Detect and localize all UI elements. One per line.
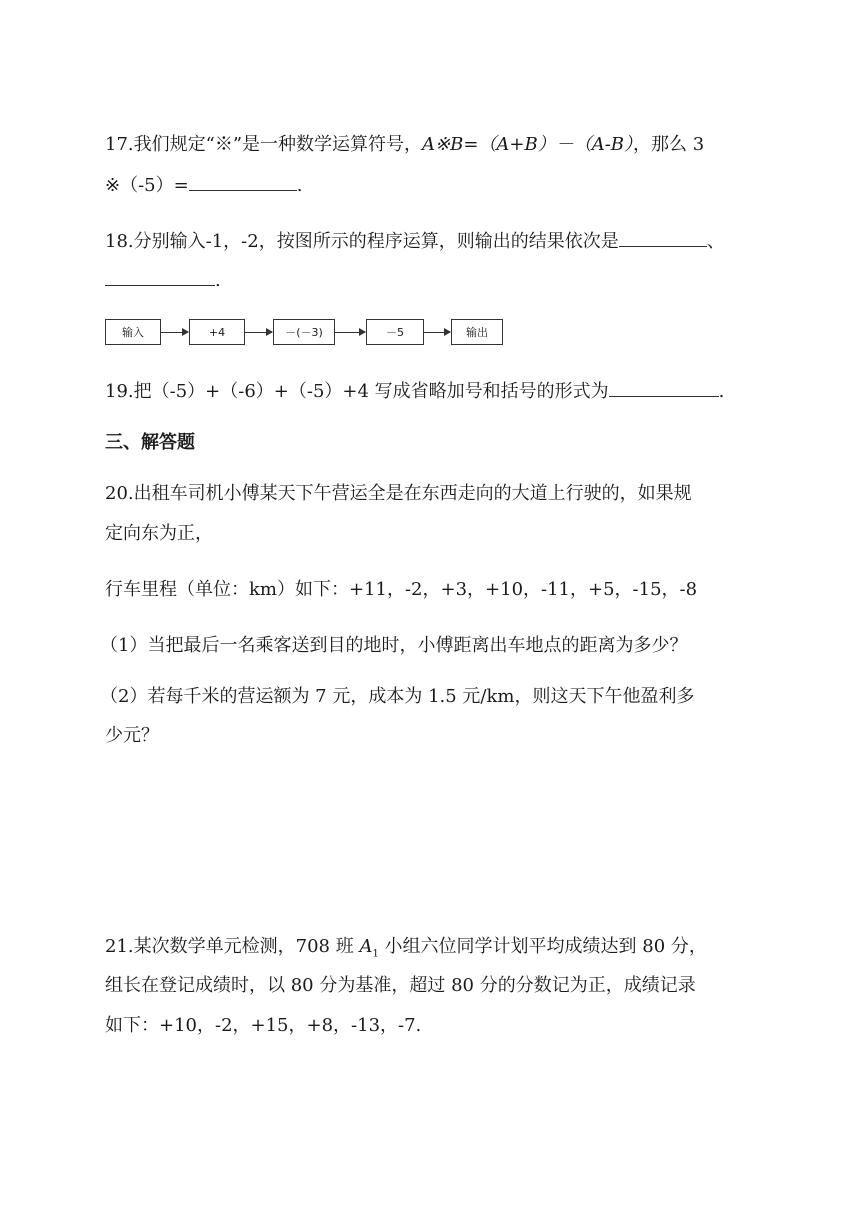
q20-part2-line2: 少元？ <box>105 725 159 746</box>
q18-answer-blank-1[interactable] <box>619 228 707 247</box>
q18-flow-diagram <box>105 319 505 347</box>
flow-step-minus5: －5 <box>366 319 424 345</box>
q20-line2: 定向东为正， <box>105 523 213 544</box>
flow-arrow-3 <box>335 332 365 333</box>
q19-answer-blank[interactable] <box>609 378 719 397</box>
q18-line1-text: 18.分别输入-1，-2，按图所示的程序运算，则输出的结果依次是 <box>105 231 619 252</box>
q18-separator: 、 <box>706 231 725 252</box>
q18-answer-blank-2[interactable] <box>105 267 215 286</box>
flow-input-box: 输入 <box>105 319 161 345</box>
q18-line2: . <box>105 267 221 293</box>
flow-output-box: 输出 <box>451 319 503 345</box>
section-heading: 三、解答题 <box>105 432 195 453</box>
q17-line2-text: ※（-5）= <box>105 175 189 196</box>
q20-line1: 20.出租车司机小傅某天下午营运全是在东西走向的大道上行驶的，如果规 <box>105 483 692 504</box>
q21-line3: 如下：+10，-2，+15，+8，-13，-7. <box>105 1015 422 1036</box>
q21-group-sub: 1 <box>372 948 379 960</box>
q20-mileage-line: 行车里程（单位：km）如下：+11，-2，+3，+10，-11，+5，-15，-8 <box>105 579 698 600</box>
flow-arrow-1 <box>161 332 188 333</box>
q21-line2: 组长在登记成绩时，以 80 分为基准，超过 80 分的分数记为正，成绩记录 <box>105 975 696 996</box>
q17-answer-blank[interactable] <box>189 172 297 191</box>
q19-line: 19.把（-5）+（-6）+（-5）+4 写成省略加号和括号的形式为 . <box>105 378 724 404</box>
q21-group-name: A <box>359 936 373 957</box>
flow-arrow-2 <box>245 332 272 333</box>
q17-formula: A※B=（A+B）－（A-B） <box>422 134 634 155</box>
q18-line1 <box>105 228 725 254</box>
q21-suffix: 小组六位同学计划平均成绩达到 80 分， <box>378 936 707 957</box>
q17-line1 <box>105 133 704 157</box>
q20-part1: （1）当把最后一名乘客送到目的地时，小傅距离出车地点的距离为多少？ <box>100 635 688 656</box>
flow-step-add4: +4 <box>189 319 245 345</box>
q17-line2: ※（-5）= . <box>105 172 302 198</box>
q20-part2-line1: （2）若每千米的营运额为 7 元，成本为 1.5 元/km，则这天下午他盈利多 <box>100 686 695 707</box>
q21-line1 <box>105 935 707 967</box>
flow-step-minus-neg3: －(－3) <box>273 319 335 345</box>
q17-prefix: 17.我们规定“※”是一种数学运算符号， <box>105 134 423 155</box>
flow-arrow-4 <box>424 332 450 333</box>
q21-prefix: 21.某次数学单元检测，708 班 <box>105 936 360 957</box>
q19-text: 19.把（-5）+（-6）+（-5）+4 写成省略加号和括号的形式为 <box>105 381 609 402</box>
q17-suffix: ，那么 3 <box>633 134 705 155</box>
